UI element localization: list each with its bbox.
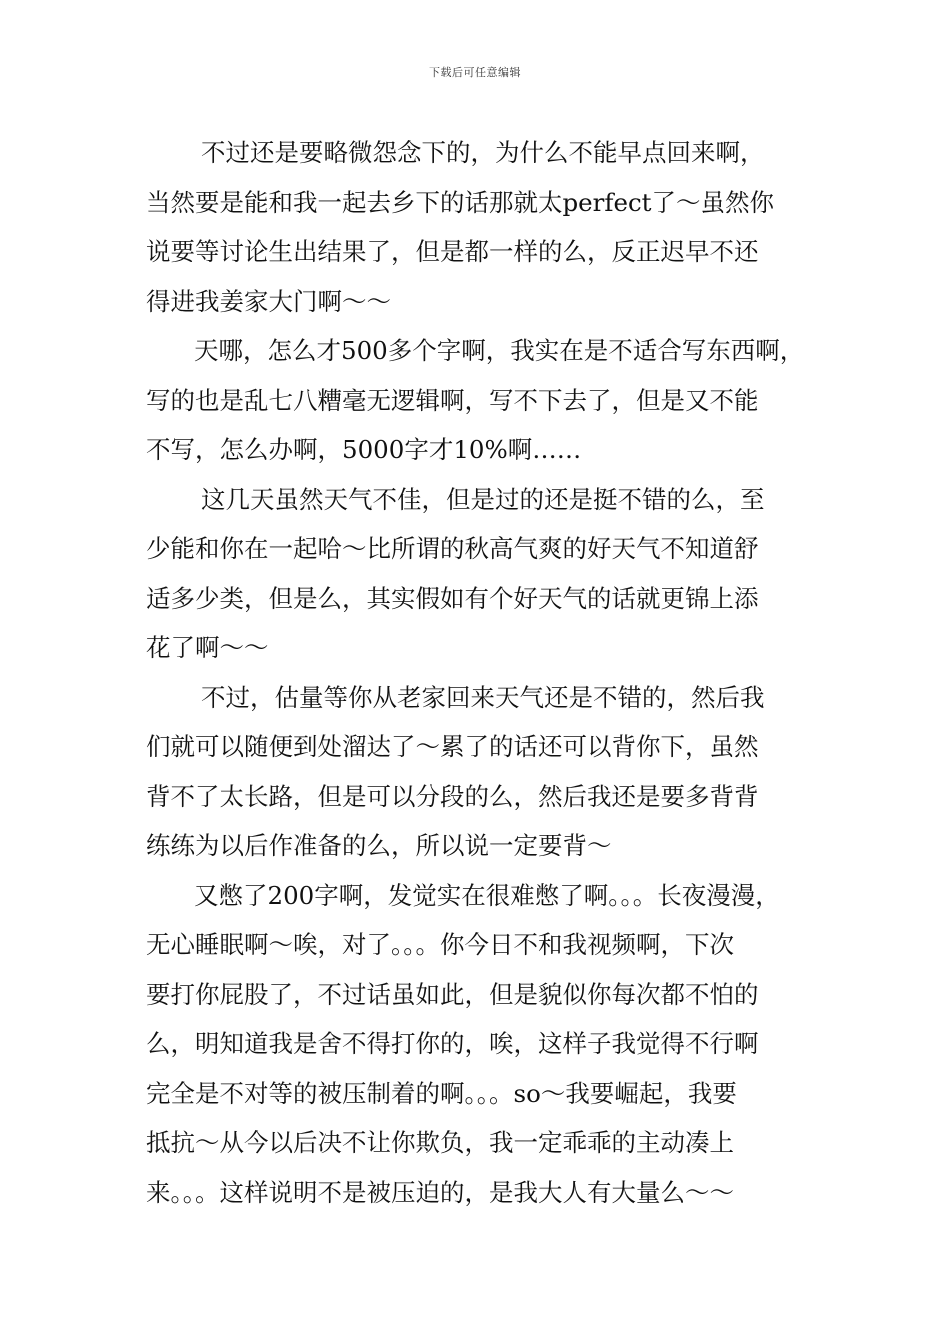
text-line: 练练为以后作准备的么，所以说一定要背～	[146, 831, 612, 860]
text-line: 完全是不对等的被压制着的啊。。。so～我要崛起，我要	[146, 1078, 737, 1108]
text-line: 得进我姜家大门啊～～	[146, 286, 391, 316]
text-line: 天哪，怎么才500多个字啊，我实在是不适合写东西啊，	[194, 336, 805, 365]
text-line: 当然要是能和我一起去乡下的话那就太perfect了～虽然你	[146, 187, 775, 217]
text-line: 不写，怎么办啊，5000字才10%啊……	[146, 435, 582, 464]
text-line: 们就可以随便到处溜达了～累了的话还可以背你下，虽然	[146, 732, 759, 761]
text-line: 说要等讨论生出结果了，但是都一样的么，反正迟早不还	[146, 237, 759, 266]
text-line: 不过，估量等你从老家回来天气还是不错的，然后我	[201, 682, 765, 712]
document-body	[146, 128, 814, 1217]
text-line: 背不了太长路，但是可以分段的么，然后我还是要多背背	[146, 781, 759, 811]
text-line: 少能和你在一起哈～比所谓的秋高气爽的好天气不知道舒	[146, 534, 759, 563]
paragraph-2	[146, 326, 814, 475]
text-line: 要打你屁股了，不过话虽如此，但是貌似你每次都不怕的	[146, 979, 759, 1009]
text-line: 么，明知道我是舍不得打你的，唉，这样子我觉得不行啊	[146, 1029, 759, 1058]
text-line: 这几天虽然天气不佳，但是过的还是挺不错的么，至	[201, 484, 765, 514]
paragraph-1	[146, 128, 814, 326]
text-line: 花了啊～～	[146, 633, 269, 662]
text-line: 来。。。这样说明不是被压迫的，是我大人有大量么～～	[146, 1177, 734, 1207]
paragraph-5	[146, 871, 814, 1218]
paragraph-3	[146, 475, 814, 673]
text-line: 抵抗～从今以后决不让你欺负，我一定乖乖的主动凑上	[146, 1128, 734, 1157]
paragraph-4	[146, 673, 814, 871]
text-line: 写的也是乱七八糟毫无逻辑啊，写不下去了，但是又不能	[146, 385, 759, 415]
text-line: 又憋了200字啊，发觉实在很难憋了啊。。。长夜漫漫，	[194, 880, 780, 910]
text-line: 适多少类，但是么，其实假如有个好天气的话就更锦上添	[146, 583, 759, 613]
text-line: 不过还是要略微怨念下的，为什么不能早点回来啊，	[201, 138, 765, 167]
page-header: 下载后可任意编辑	[429, 66, 521, 79]
text-line: 无心睡眠啊～唉，对了。。。你今日不和我视频啊，下次	[146, 930, 734, 959]
